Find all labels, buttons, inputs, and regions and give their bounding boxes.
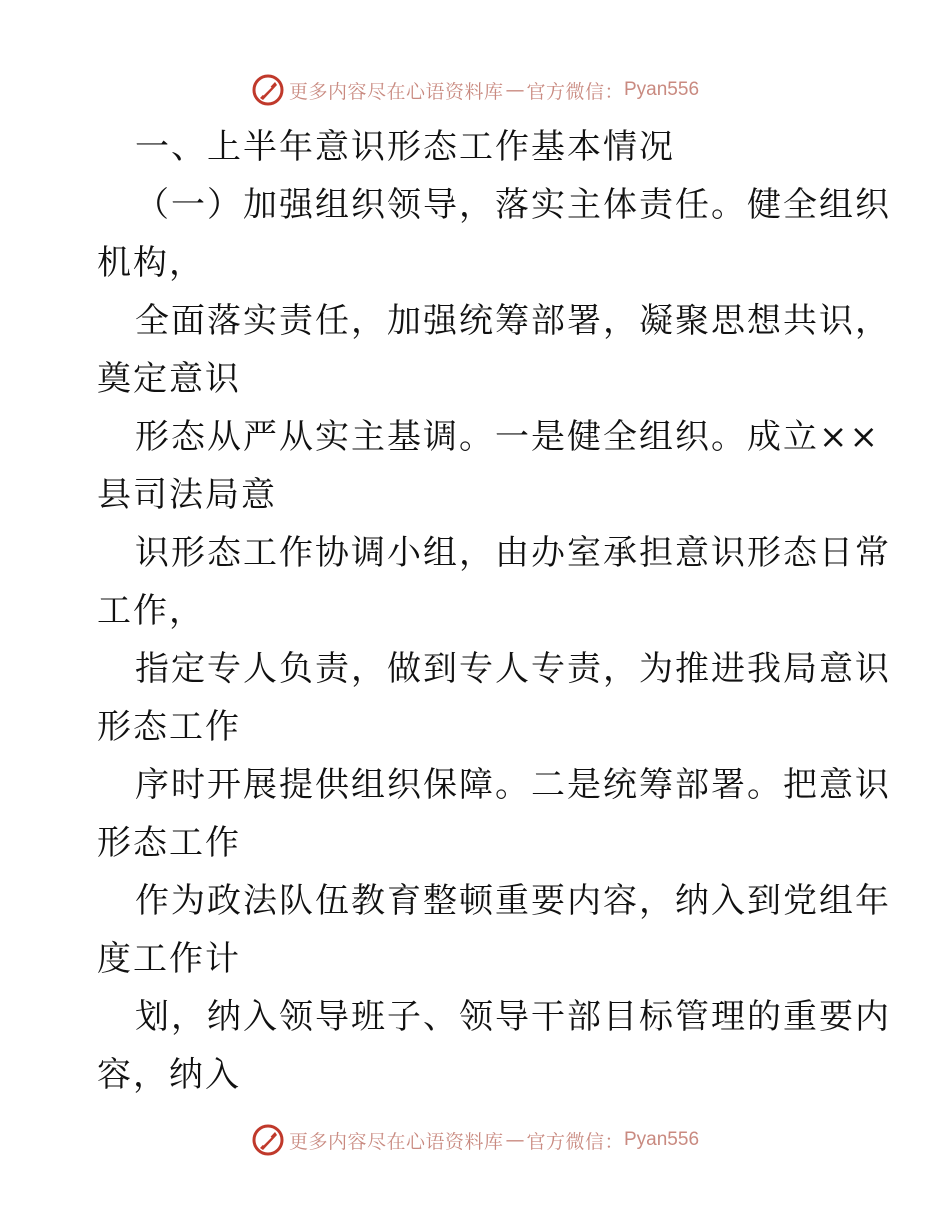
paragraph-line: 形态工作 — [97, 823, 241, 863]
paragraph-line: 作为政法队伍教育整顿重要内容，纳入到党组年 — [135, 881, 891, 921]
watermark-separator: — — [505, 79, 525, 101]
paragraph-line: 容，纳入 — [97, 1055, 241, 1095]
paragraph-line: （一）加强组织领导，落实主体责任。健全组织 — [135, 185, 891, 225]
paragraph-line: 指定专人负责，做到专人专责，为推进我局意识 — [135, 649, 891, 689]
watermark-account: Pyan556 — [624, 79, 700, 100]
watermark-official-label: 官方微信： — [526, 1130, 624, 1153]
paragraph-line: 工作， — [97, 591, 205, 631]
paragraph-line: 识形态工作协调小组，由办室承担意识形态日常 — [135, 533, 891, 573]
document-body — [97, 118, 891, 1104]
paragraph-line: 奠定意识 — [97, 359, 241, 399]
watermark-account: Pyan556 — [624, 1129, 700, 1150]
paragraph-line: 形态工作 — [97, 707, 241, 747]
watermark-brand-text: 更多内容尽在心语资料库 — [288, 80, 504, 103]
paragraph-line: 度工作计 — [97, 939, 241, 979]
paragraph-line: 序时开展提供组织保障。二是统筹部署。把意识 — [135, 765, 891, 805]
watermark-brand-text: 更多内容尽在心语资料库 — [288, 1130, 504, 1153]
watermark-footer — [0, 1120, 950, 1160]
paragraph-line: 划，纳入领导班子、领导干部目标管理的重要内 — [135, 997, 891, 1037]
watermark-separator: — — [505, 1129, 525, 1151]
paragraph-line: 全面落实责任，加强统筹部署，凝聚思想共识， — [135, 301, 891, 341]
watermark-header — [0, 70, 950, 110]
quill-pen-logo-icon — [251, 1123, 285, 1157]
paragraph-line: 机构， — [97, 243, 205, 283]
paragraph-line: 县司法局意 — [97, 475, 277, 515]
watermark-official-label: 官方微信： — [526, 80, 624, 103]
paragraph-line: 形态从严从实主基调。一是健全组织。成立×× — [135, 417, 880, 457]
heading-line: 一、上半年意识形态工作基本情况 — [135, 127, 675, 167]
quill-pen-logo-icon — [251, 73, 285, 107]
